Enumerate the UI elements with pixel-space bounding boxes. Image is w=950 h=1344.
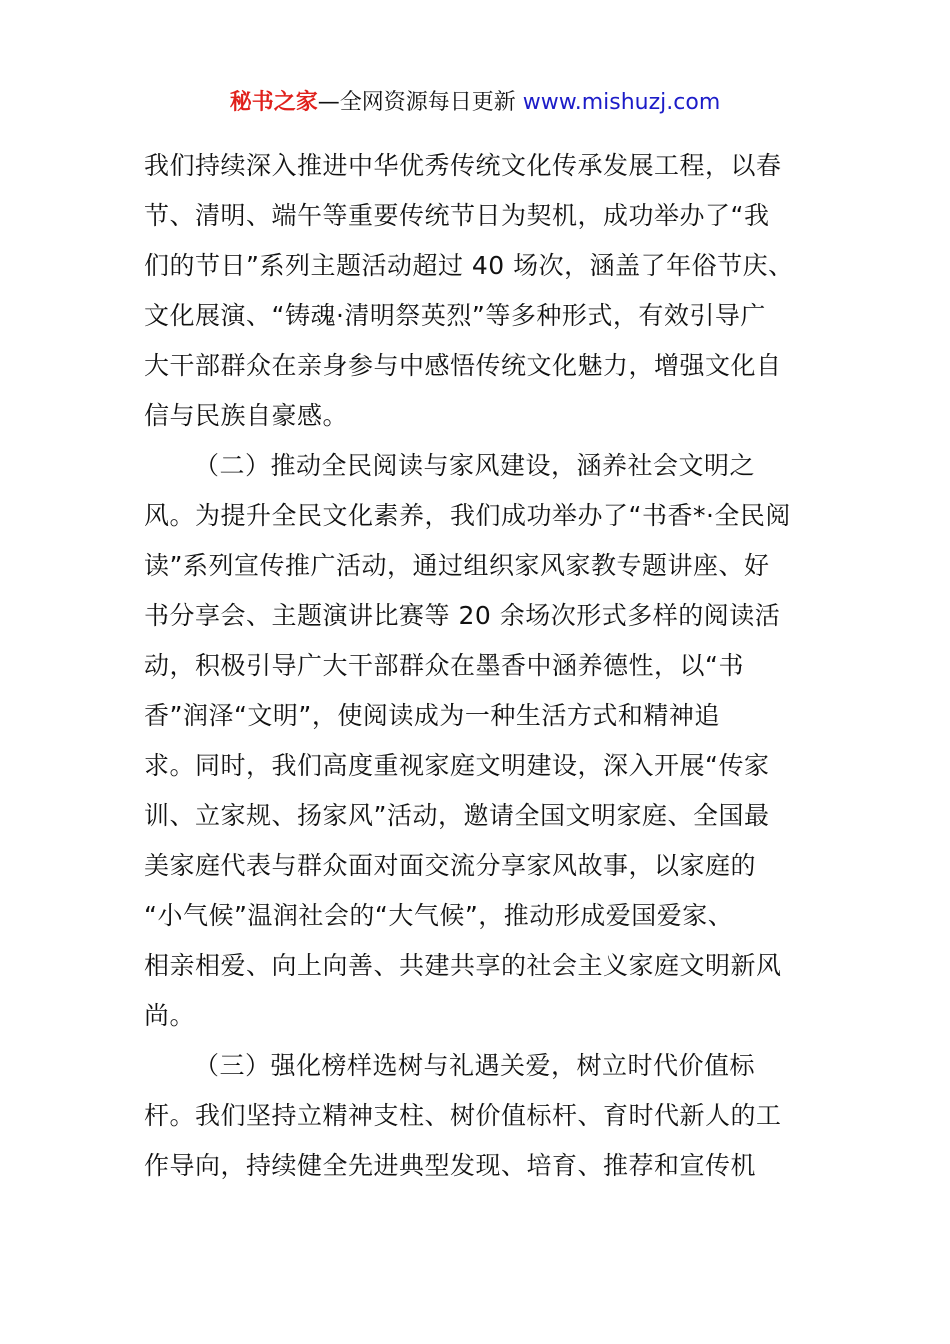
text-line: 美家庭代表与群众面对面交流分享家风故事，以家庭的 [144, 851, 757, 880]
text-line: “小气候”温润社会的“大气候”，推动形成爱国爱家、 [144, 901, 734, 930]
paragraph-heading-line: （二）推动全民阅读与家风建设，涵养社会文明之 [194, 451, 756, 480]
text-line: 读”系列宣传推广活动，通过组织家风家教专题讲座、好 [144, 551, 770, 580]
text-line: 们的节日”系列主题活动超过 40 场次，涵盖了年俗节庆、 [144, 251, 794, 280]
text-line: 香”润泽“文明”，使阅读成为一种生活方式和精神追 [144, 701, 720, 730]
text-line: 书分享会、主题演讲比赛等 20 余场次形式多样的阅读活 [144, 601, 781, 630]
text-line: 相亲相爱、向上向善、共建共享的社会主义家庭文明新风 [144, 951, 782, 980]
text-line: 信与民族自豪感。 [144, 401, 349, 430]
text-line: 大干部群众在亲身参与中感悟传统文化魅力，增强文化自 [144, 351, 782, 380]
text-line: 求。同时，我们高度重视家庭文明建设，深入开展“传家 [144, 751, 770, 780]
header-brand: 秘书之家 [229, 90, 318, 115]
text-line: 节、清明、端午等重要传统节日为契机，成功举办了“我 [144, 201, 770, 230]
header-url[interactable]: www.mishuzj.com [522, 90, 721, 115]
paragraph-heading-line: （三）强化榜样选树与礼遇关爱，树立时代价值标 [194, 1051, 756, 1080]
header-tagline: —全网资源每日更新 [317, 90, 516, 115]
text-line: 尚。 [144, 1001, 196, 1030]
text-line: 文化展演、“铸魂·清明祭英烈”等多种形式，有效引导广 [144, 301, 766, 330]
text-line: 动，积极引导广大干部群众在墨香中涵养德性，以“书 [144, 651, 744, 680]
text-line: 风。为提升全民文化素养，我们成功举办了“书香*·全民阅 [144, 501, 791, 530]
page-header [0, 86, 950, 120]
text-line: 作导向，持续健全先进典型发现、培育、推荐和宣传机 [144, 1151, 757, 1180]
text-line: 我们持续深入推进中华优秀传统文化传承发展工程，以春 [144, 151, 782, 180]
document-body [144, 141, 808, 1191]
text-line: 训、立家规、扬家风”活动，邀请全国文明家庭、全国最 [144, 801, 770, 830]
text-line: 杆。我们坚持立精神支柱、树价值标杆、育时代新人的工 [144, 1101, 782, 1130]
